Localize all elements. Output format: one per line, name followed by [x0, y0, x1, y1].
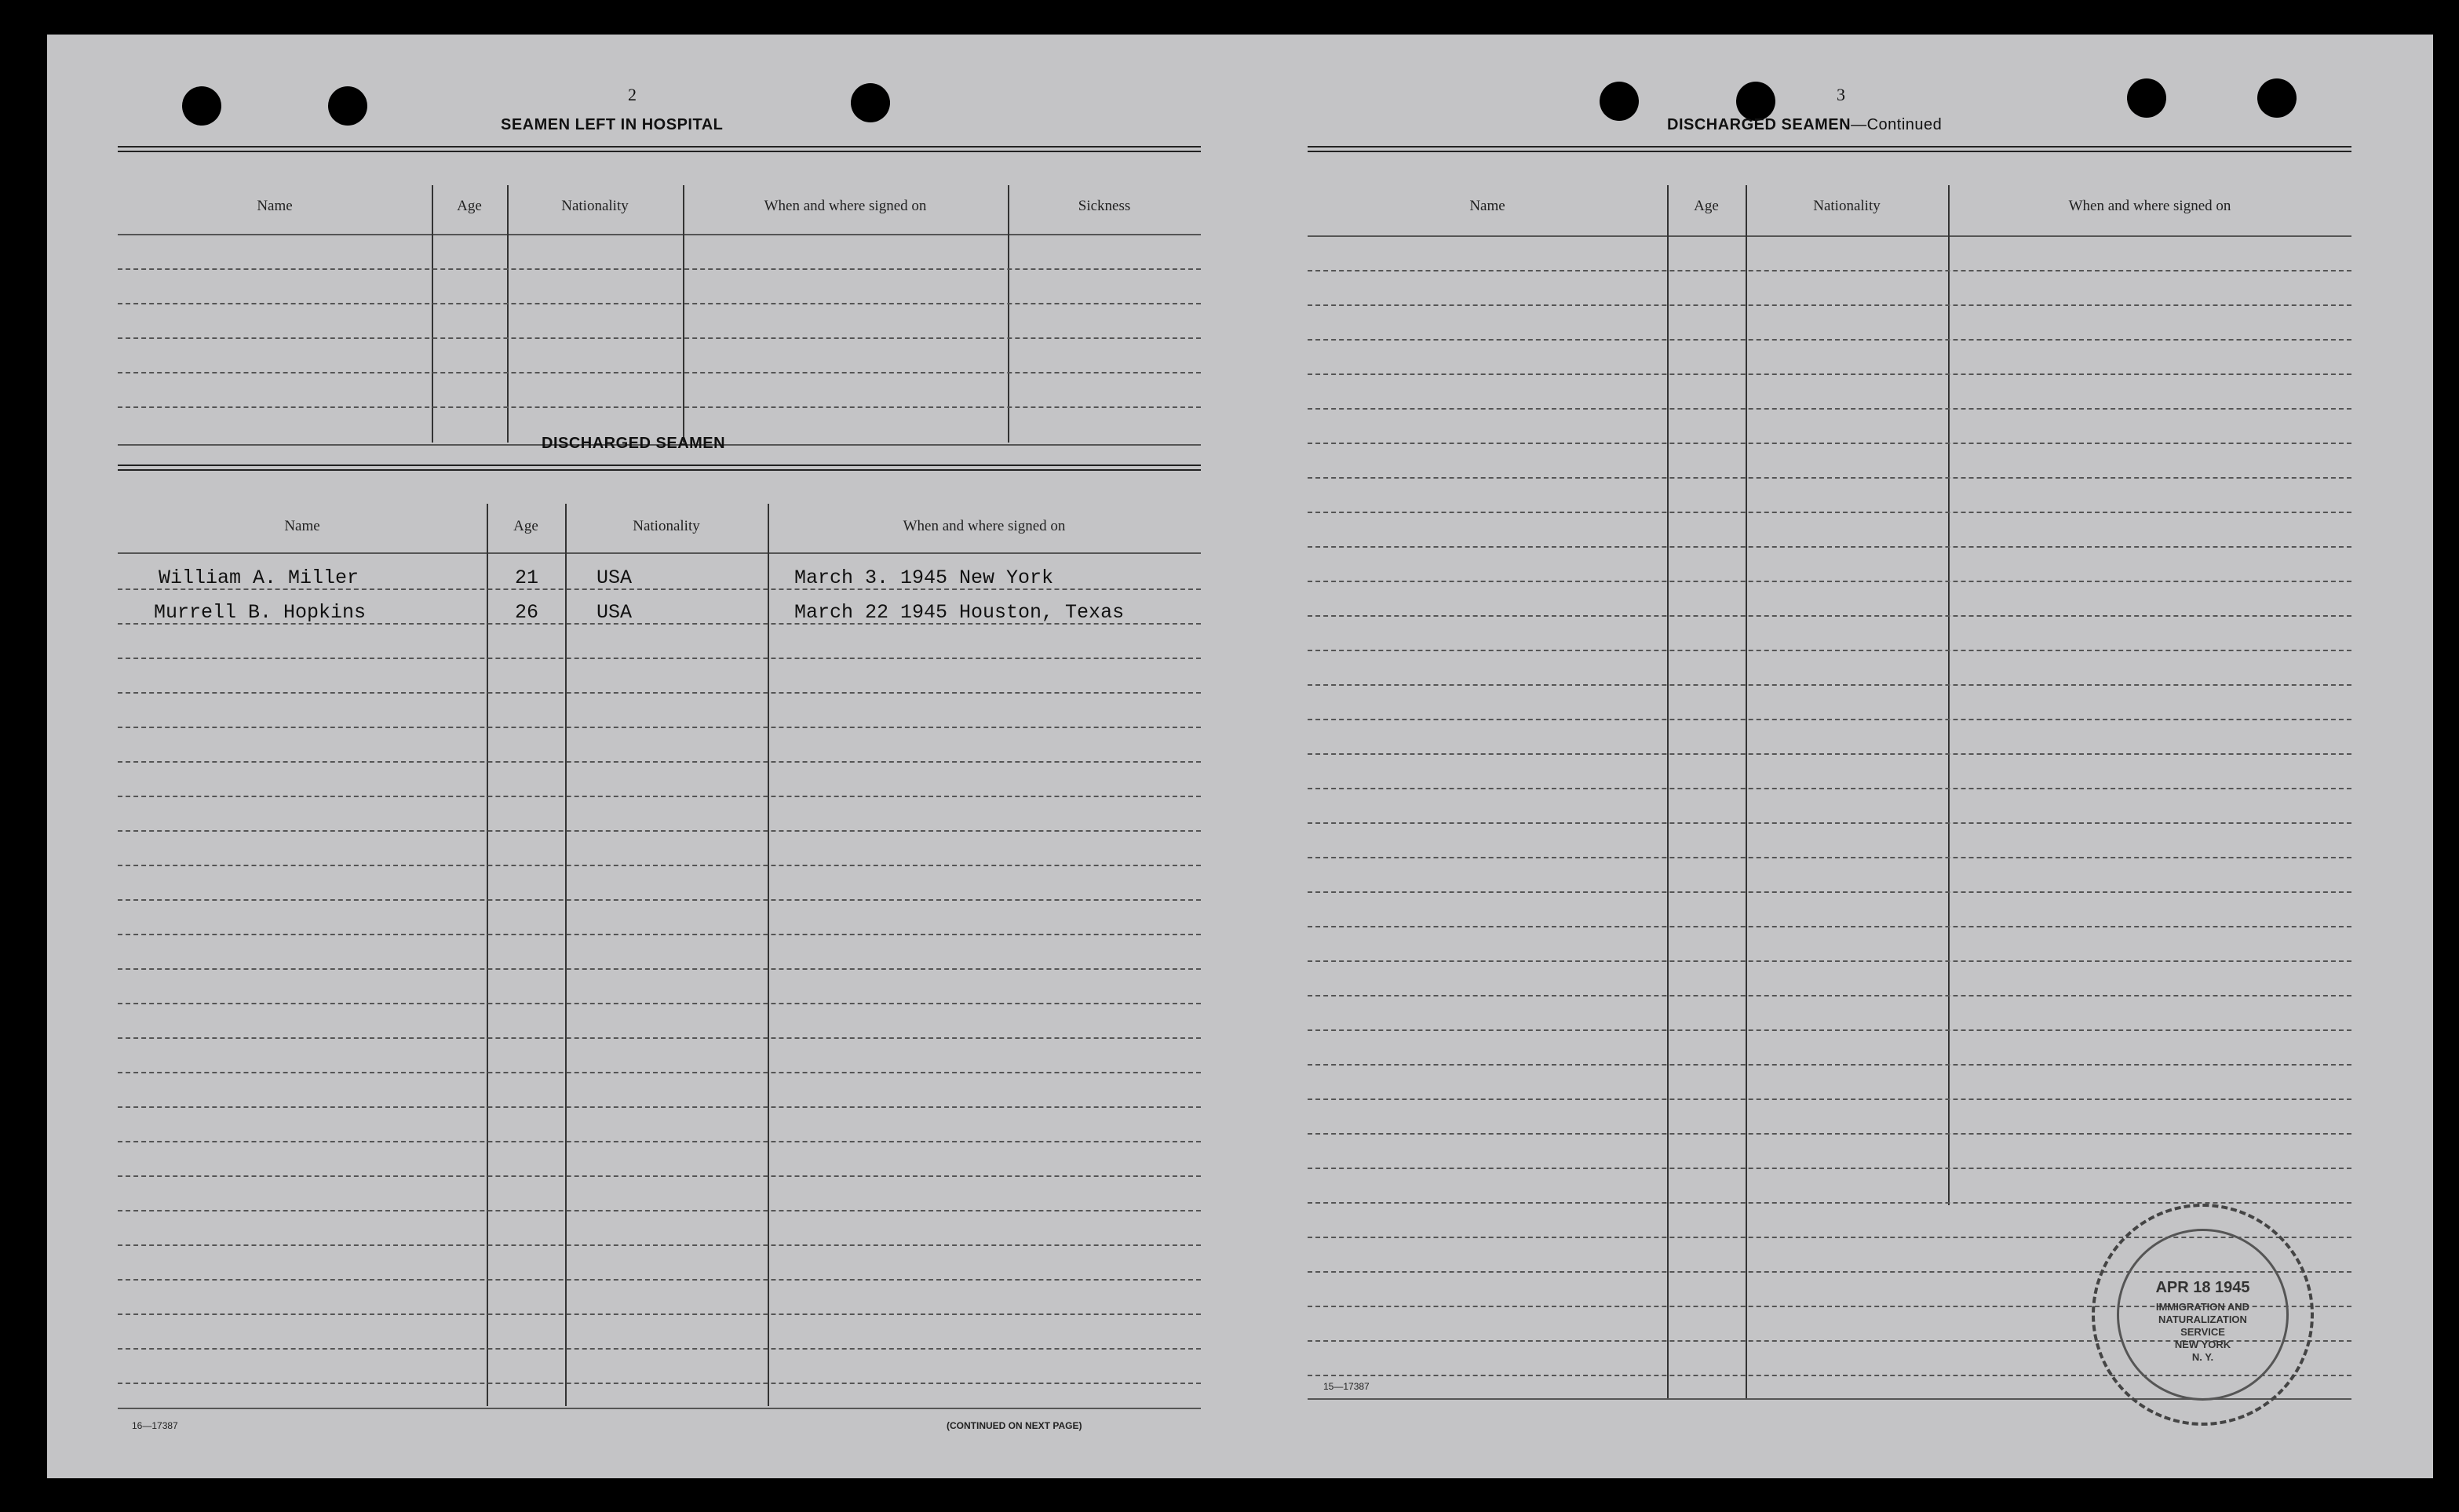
punch-hole: [2127, 78, 2166, 118]
discharged-header-age: Age: [513, 518, 538, 534]
right-title-main: DISCHARGED SEAMEN: [1667, 116, 1852, 133]
right-form-number: 15—17387: [1323, 1381, 1370, 1392]
punch-hole: [1600, 82, 1639, 121]
left-form-number: 16—17387: [132, 1420, 178, 1431]
discharged-table: [118, 465, 1201, 1414]
stamp-line-1: IMMIGRATION AND: [2155, 1301, 2250, 1313]
continued-header-signed-on: When and where signed on: [2068, 198, 2231, 214]
punch-hole: [2257, 78, 2297, 118]
hospital-title: SEAMEN LEFT IN HOSPITAL: [501, 116, 724, 133]
discharged-row-2-age: 26: [515, 601, 539, 624]
discharged-row-1-signed-on: March 3. 1945 New York: [794, 567, 1054, 589]
discharged-row-1-name: William A. Miller: [159, 567, 359, 589]
discharged-header-nationality: Nationality: [633, 518, 700, 534]
left-page-number: 2: [628, 85, 637, 104]
document-sheet: [47, 35, 2433, 1478]
stamp-line-2: NATURALIZATION: [2158, 1313, 2247, 1325]
hospital-header-signed-on: When and where signed on: [764, 198, 927, 214]
hospital-header-name: Name: [257, 198, 293, 214]
discharged-row-2-nationality: USA: [597, 601, 633, 624]
punch-hole: [851, 83, 890, 122]
right-title-suffix: —Continued: [1851, 116, 1943, 133]
immigration-stamp: [2092, 1204, 2314, 1426]
right-page-number: 3: [1837, 85, 1845, 104]
continued-header-name: Name: [1469, 198, 1505, 214]
stamp-line-4: NEW YORK: [2174, 1339, 2231, 1350]
hospital-header-nationality: Nationality: [561, 198, 629, 214]
discharged-header-name: Name: [284, 518, 320, 534]
continued-note: (CONTINUED ON NEXT PAGE): [947, 1420, 1082, 1431]
discharged-title: DISCHARGED SEAMEN: [542, 435, 726, 452]
stamp-date: APR 18 1945: [2155, 1279, 2250, 1296]
continued-header-age: Age: [1694, 198, 1719, 214]
discharged-row-1-nationality: USA: [597, 567, 633, 589]
hospital-header-age: Age: [457, 198, 482, 214]
punch-hole: [328, 86, 367, 126]
hospital-header-sickness: Sickness: [1078, 198, 1131, 214]
right-title: [1667, 116, 1942, 134]
punch-hole: [182, 86, 221, 126]
stamp-line-3: SERVICE: [2180, 1326, 2225, 1338]
punch-hole: [1736, 82, 1775, 121]
hospital-table: [118, 146, 1201, 452]
discharged-row-1-age: 21: [515, 567, 539, 589]
stamp-line-5: N. Y.: [2191, 1351, 2214, 1363]
continued-header-nationality: Nationality: [1813, 198, 1881, 214]
discharged-header-signed-on: When and where signed on: [903, 518, 1066, 534]
discharged-row-2-name: Murrell B. Hopkins: [154, 601, 367, 624]
discharged-row-2-signed-on: March 22 1945 Houston, Texas: [794, 601, 1125, 624]
